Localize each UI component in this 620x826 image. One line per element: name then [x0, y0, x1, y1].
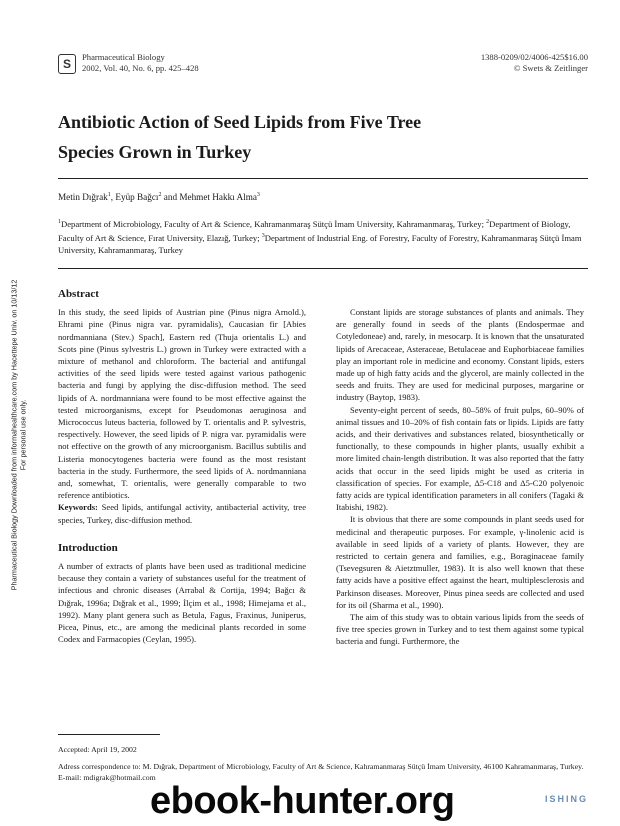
issn: 1388-0209/02/4006-425$16.00	[480, 52, 588, 62]
download-notice-line1: Pharmaceutical Biology Downloaded from informahealthcare.com by Hacettepe Univ. on 10/13/12	[9, 279, 19, 591]
journal-volume: 2002, Vol. 40, No. 6, pp. 425–428	[82, 63, 199, 73]
correspondence: Adress correspondence to: M. Dığrak, Department of Microbiology, Faculty of Art & Science, Kahramanmaraş Sütçü İmam University, 46100 Kahramanmaraş, Turkey. E-mail: mdigrak@hotmail.com	[58, 762, 584, 782]
author-3: Mehmet Hakkı Alma	[179, 192, 257, 203]
keywords	[58, 501, 306, 525]
title-line-2: Species Grown in Turkey	[58, 142, 252, 162]
author-2: Eyüp Bağcı	[115, 192, 159, 203]
journal-citation	[82, 52, 199, 74]
affiliation-2: Department of Biology, Faculty of Art & Science, Fırat University, Elazığ, Turkey;	[58, 218, 571, 243]
introduction-text: A number of extracts of plants have been used as traditional medicine because they contain a variety of substances useful for the treatment of infectious and chronic diseases (Arrabal & Cortija, 1994; Bağcı & Dığrak, 1996a; Dığrak et al., 1999; İlçim et al., 1998; Himejama et al., 1992). Many plant genera such as Betula, Fagus, Fraxinus, Juniperus, Picea, Pinus, etc., are among the medicinal plants recorded in some Codex and Farmacopies (Ceylan, 1995).	[58, 561, 306, 645]
accepted-date: Accepted: April 19, 2002	[58, 745, 137, 754]
affiliation-1: Department of Microbiology, Faculty of Art & Science, Kahramanmaraş Sütçü İmam University, Kahramanmaraş, Turkey;	[61, 218, 484, 229]
paragraph-1: Constant lipids are storage substances of plants and animals. They are generally found in seeds of the plants (Endospermae and Cotyledoneae) and, rarely, in mesocarp. It is known that the unsaturated lipids of Arecaceae, Asteraceae, Betulaceae and Euphorbiaceae families play an important role in medicine and economy. Constant lipids, esters made up of high fatty acids and the glycerol, are mainly collected in the seeds and fruits. They are used for medicinal purposes, margarine or industry (Baytop, 1983).	[336, 307, 584, 403]
copyright: © Swets & Zeitlinger	[513, 63, 588, 73]
affil-1-sup: 1	[58, 219, 61, 225]
divider	[58, 178, 588, 179]
divider	[58, 268, 588, 269]
article-title	[58, 107, 588, 167]
footnote-divider	[58, 734, 160, 735]
affiliations	[58, 216, 588, 256]
affiliation-3: Department of Industrial Eng. of Forestry, Faculty of Forestry, Kahramanmaraş Sütçü İmam University, Kahramanmaraş, Turkey	[58, 232, 582, 255]
issn-block	[481, 52, 588, 74]
title-line-1: Antibiotic Action of Seed Lipids from Five Tree	[58, 112, 422, 132]
abstract-heading: Abstract	[58, 288, 99, 300]
download-notice-line2: For personal use only.	[18, 399, 28, 471]
affil-3-sup: 3	[261, 232, 265, 239]
keywords-text: Seed lipids, antifungal activity, antibacterial activity, tree species, Turkey, disc-diffusion method.	[58, 502, 306, 525]
right-column	[336, 306, 584, 648]
journal-header	[58, 52, 588, 82]
author-1: Metin Dığrak	[58, 192, 108, 203]
journal-name: Pharmaceutical Biology	[82, 52, 165, 62]
author-1-sup: 1	[107, 192, 111, 198]
footnotes	[58, 744, 588, 783]
publisher-logo-icon: S	[58, 54, 76, 74]
paragraph-3: It is obvious that there are some compounds in plant seeds used for medicinal and therapeutic purposes. For example, γ-linolenic acid is available in seed lipids of a variety of plants. However, they are restricted to certain genera and families, e.g., Boraginaceae family (Tsevegsuren & Aietztmuller, 1983). It is also well known that these fatty acids have a positive effect against the heart, multiplesclerosis and Parkinson diseases. Moreover, Pinus pinea seeds are collected and used for its oil (Sharma et al., 1990).	[336, 514, 584, 610]
left-column	[58, 288, 306, 645]
author-3-sup: 3	[256, 192, 260, 198]
paragraph-4: The aim of this study was to obtain various lipids from the seeds of five tree species grown in Turkey and to test them against some typical bacteria and fungi. Furthermore, the	[336, 612, 584, 647]
publisher-logo: ISHING	[544, 794, 588, 804]
introduction-heading: Introduction	[58, 541, 118, 554]
affil-2-sup: 2	[486, 219, 490, 225]
paragraph-2: Seventy-eight percent of seeds, 80–58% of fruit pulps, 60–90% of animal tissues and 10–20% of fish contain fats or lipids. Lipids are fatty acids, and their derivatives and substances related, biosynthetically or functionally, to these compounds in higher plants, usually exhibit a more limited chain-length distribution. It was also reported that the fatty acids that occur in the seed lipids might be used as criteria in classification of species. For example, Δ5-C18 and Δ5-C20 polyenoic fatty acids are typical identification parameters in all conifers (Tagaki & Itabishi, 1982).	[336, 404, 584, 513]
watermark: ebook-hunter.org	[150, 780, 455, 822]
author-list: Metin Dığrak$^1$, Eyüp Bağcı$^2$ and Mehmet Hakkı Alma$^3$	[58, 192, 260, 203]
download-notice	[2, 255, 34, 615]
abstract-text: In this study, the seed lipids of Austrian pine (Pinus nigra Arnold.), Ehrami pine (Pinus nigra var. pyramidalis), Caucasian fir [Abies nordmanniana (Stev.) Spach], Eastern red (Thuja orientalis L.) and Scots pine (Pinus sylvestris L.) grown in Turkey were extracted with a mixture of methanol and chloroform. The bacterial and antifungal activities of the seed lipids were tested against various pathogenic bacteria and fungi by applying the disc-diffusion method. The seed lipids of A. nordmanniana were found to be most effective against the tested microorganisms, except for Pseudomonas aeruginosa and Micrococcus luteus bacteria, followed by T. orientalis and P. sylvestris, respectively. However, the seed lipids of P. nigra var. pyramidalis were not effective on the growth of any microorganism. Bacillus subtilis and Listeria monocytogenes bacteria were found as the most resistant bacteria in the study. Furthermore, the seed lipids of A. nordmanniana and, somewhat, T. orientalis, were generally comparable to two reference antibiotics.	[58, 307, 306, 501]
author-2-sup: 2	[158, 192, 162, 198]
keywords-label: Keywords:	[58, 502, 98, 513]
